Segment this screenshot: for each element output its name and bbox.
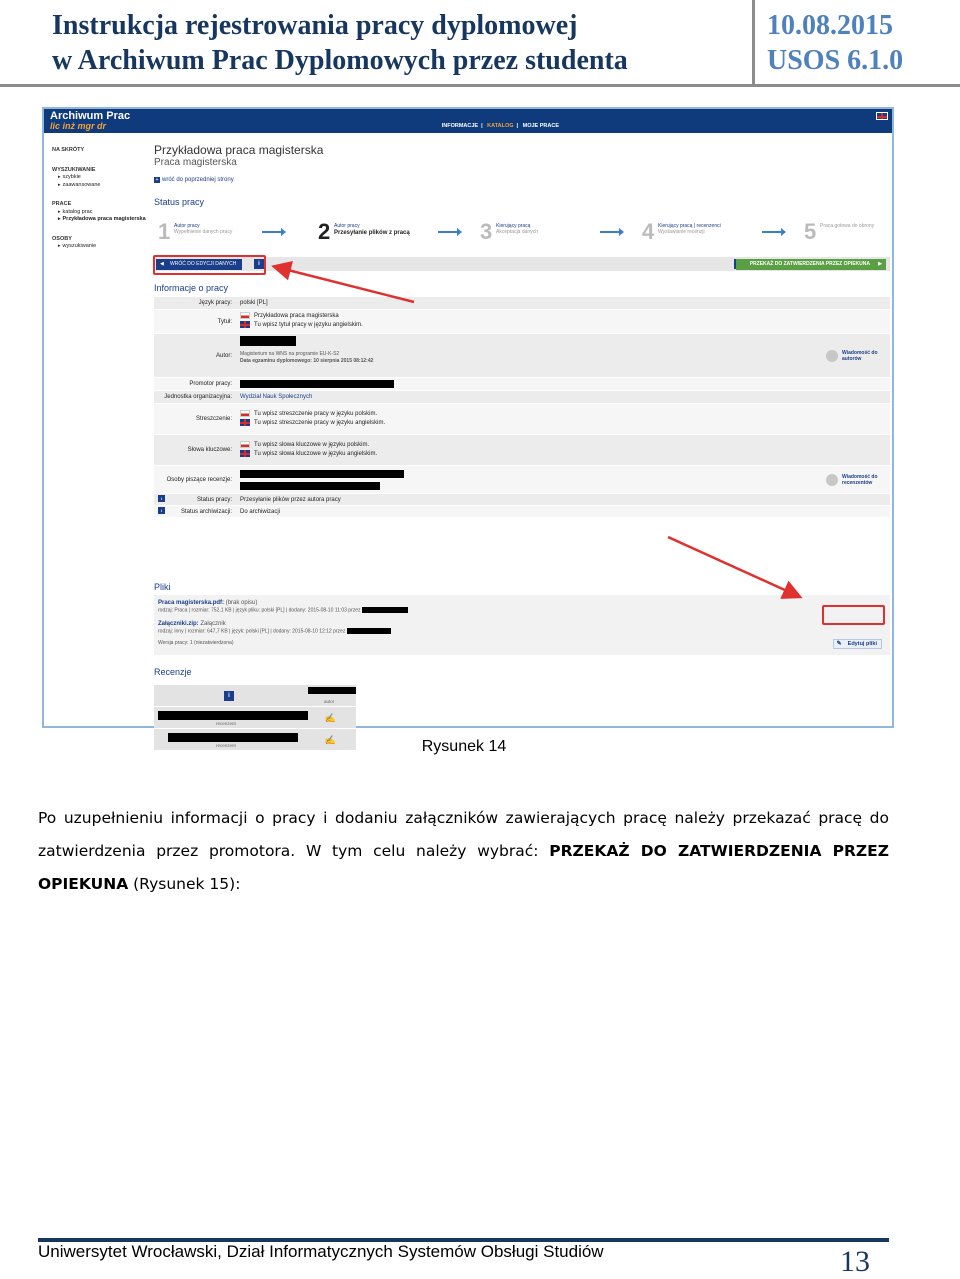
- redacted-text: [240, 470, 404, 478]
- back-link-label: wróć do poprzedniej strony: [162, 177, 234, 183]
- polish-flag-icon: [240, 312, 250, 319]
- status-title: Status pracy: [154, 197, 205, 207]
- step-label: Autor pracy Wypełnienie danych pracy: [174, 223, 233, 235]
- row-label: Streszczenie:: [195, 416, 232, 422]
- row-abstract: [154, 404, 890, 435]
- file-item[interactable]: [158, 620, 886, 628]
- review-row: [154, 707, 356, 729]
- row-value: [236, 466, 890, 493]
- left-navigation: [52, 147, 148, 251]
- redacted-text: [308, 687, 356, 694]
- menu-item-informacje[interactable]: INFORMACJE: [441, 123, 479, 129]
- row-label: Słowa kluczowe:: [187, 447, 232, 453]
- info-icon[interactable]: i: [254, 259, 264, 269]
- english-flag-icon: [240, 450, 250, 457]
- row-label: i Status pracy:: [154, 494, 236, 505]
- review-role: recenzent: [216, 743, 236, 748]
- row-value: Do archiwizacji: [240, 509, 281, 515]
- document-date: 10.08.2015: [767, 10, 893, 41]
- step-label: Kierujący pracą Akceptacja danych: [496, 223, 538, 235]
- paragraph-emphasis: PRZEKAŻ DO ZATWIERDZENIA PRZEZ OPIEKUNA: [38, 842, 889, 893]
- step-number: 5: [804, 219, 817, 244]
- plus-icon: +: [155, 177, 159, 183]
- page-subtitle: Praca magisterska: [154, 157, 237, 168]
- arrow-right-icon: [762, 231, 782, 233]
- app-logo-name: Archiwum Prac: [50, 110, 131, 122]
- paragraph-tail: (Rysunek 15):: [128, 875, 241, 893]
- files-panel: [154, 595, 890, 655]
- nav-search-advanced[interactable]: ▸ zaawansowane: [52, 182, 148, 190]
- file-note: Załącznik: [200, 621, 226, 628]
- header-rule: [0, 84, 960, 87]
- menu-item-katalog[interactable]: KATALOG: [487, 123, 514, 129]
- redacted-text: [347, 628, 391, 634]
- file-name[interactable]: Załączniki.zip:: [158, 621, 199, 628]
- file-note: (brak opisu): [225, 600, 258, 606]
- row-unit: [154, 391, 890, 404]
- back-to-edit-button[interactable]: ◀ WRÓĆ DO EDYCJI DANYCH: [156, 259, 242, 270]
- info-icon[interactable]: i: [158, 495, 165, 502]
- review-icon[interactable]: ✍: [324, 735, 336, 745]
- review-role: recenzent: [216, 721, 236, 726]
- polish-flag-icon: [240, 441, 250, 448]
- review-role: autor: [324, 699, 335, 704]
- file-meta: rodzaj: Praca | rozmiar: 752,1 KB | język pliku: polski [PL] | dodany: 2015-08-10 11:03 przez: [158, 607, 886, 614]
- english-flag-icon: [240, 321, 250, 328]
- menu-item-moje-prace[interactable]: MOJE PRACE: [522, 123, 559, 129]
- forward-to-supervisor-button[interactable]: PRZEKAŻ DO ZATWIERDZENIA PRZEZ OPIEKUNA ▶: [736, 259, 886, 270]
- row-value: Przesyłanie plików przez autora pracy: [240, 497, 341, 503]
- document-title-line1: Instrukcja rejestrowania pracy dyplomowej: [52, 10, 578, 41]
- row-value: Tu wpisz słowa kluczowe w języku polskim. Tu wpisz słowa kluczowe w języku angielskim.: [236, 435, 890, 465]
- nav-people-search[interactable]: ▸ wyszukiwanie: [52, 243, 148, 251]
- back-link[interactable]: [154, 177, 890, 183]
- footer-text: Uniwersytet Wrocławski, Dział Informatycznych Systemów Obsługi Studiów: [38, 1242, 604, 1261]
- nav-search-quick[interactable]: ▸ szybkie: [52, 174, 148, 182]
- redacted-text: [158, 711, 308, 720]
- row-label: Tytuł:: [217, 318, 232, 325]
- review-row: [154, 685, 356, 707]
- row-status: [154, 494, 890, 506]
- info-icon[interactable]: i: [224, 691, 234, 701]
- row-value: polski [PL]: [240, 300, 268, 306]
- file-name[interactable]: Praca magisterska.pdf:: [158, 600, 225, 606]
- row-label: Osoby piszące recenzje:: [166, 476, 232, 483]
- files-title: Pliki: [154, 582, 171, 592]
- row-promoter: [154, 378, 890, 391]
- page-number: 13: [840, 1245, 870, 1278]
- message-reviewers-button[interactable]: Wiadomość do recenzentów: [826, 474, 880, 486]
- highlight-edit-button: [822, 605, 885, 625]
- row-label: Autor:: [215, 352, 232, 359]
- document-header: [0, 0, 960, 90]
- row-label: Język pracy:: [198, 300, 232, 306]
- figure-caption: Rysunek 14: [421, 738, 507, 755]
- highlight-back-button: [153, 255, 266, 275]
- row-reviewers: [154, 466, 890, 494]
- arrow-right-icon: [600, 231, 620, 233]
- instruction-paragraph: [38, 802, 889, 901]
- row-language: [154, 297, 890, 310]
- row-value: Tu wpisz streszczenie pracy w języku polskim. Tu wpisz streszczenie pracy w języku angielskim.: [236, 404, 890, 434]
- redacted-text: [240, 482, 380, 490]
- reviews-title: Recenzje: [154, 667, 192, 677]
- row-value: Przykładowa praca magisterska Tu wpisz tytuł pracy w języku angielskim.: [236, 310, 890, 333]
- step-number: 1: [158, 219, 171, 244]
- step-number: 2: [318, 219, 331, 244]
- redacted-text: [240, 380, 394, 388]
- info-title: Informacje o pracy: [154, 283, 229, 293]
- arrow-right-icon: [438, 231, 458, 233]
- nav-works-catalog[interactable]: ▸ katalog prac: [52, 209, 148, 217]
- row-label: Jednostka organizacyjna:: [164, 394, 232, 400]
- edit-files-button[interactable]: ✎ Edytuj pliki: [833, 639, 882, 649]
- polish-flag-icon: [240, 410, 250, 417]
- nav-shortcuts[interactable]: NA SKRÓTY: [52, 147, 85, 153]
- document-title-line2: w Archiwum Prac Dyplomowych przez studenta: [52, 45, 628, 76]
- paragraph-text: Po uzupełnieniu informacji o pracy i dodaniu załączników zawierających pracę należy przekazać pracę do zatwierdzenia przez promotora. W tym celu należy wybrać:: [38, 809, 889, 860]
- row-title: [154, 310, 890, 334]
- document-version: USOS 6.1.0: [767, 45, 904, 76]
- nav-works[interactable]: PRACE: [52, 201, 72, 207]
- row-label: Promotor pracy:: [189, 381, 232, 387]
- english-flag-icon: [240, 419, 250, 426]
- step-label: Autor pracy Przesyłanie plików z pracą: [334, 223, 410, 236]
- row-keywords: [154, 435, 890, 466]
- nav-search[interactable]: WYSZUKIWANIE: [52, 166, 96, 173]
- app-logo[interactable]: [50, 111, 130, 131]
- arrow-right-icon: [262, 231, 282, 233]
- work-info-table: [154, 297, 890, 518]
- row-value: Wydział Nauk Społecznych: [240, 394, 313, 400]
- page-title: Przykładowa praca magisterska: [154, 143, 324, 157]
- row-author: [154, 334, 890, 378]
- row-value: Magisterium na WNS na programie EU-K-S2 Data egzaminu dyplomowego: 10 sierpnia 2015 08:12:42: [236, 334, 890, 377]
- file-meta: rodzaj: inny | rozmiar: 647,7 KB | język: polski [PL] | dodany: 2015-08-10 12:12 przez: [158, 628, 886, 635]
- row-archive: [154, 506, 890, 518]
- row-value: [236, 378, 890, 390]
- step-number: 4: [642, 219, 655, 244]
- step-number: 3: [480, 219, 493, 244]
- app-top-bar: [44, 109, 892, 133]
- redacted-text: [362, 607, 408, 613]
- document-title: [52, 8, 742, 78]
- row-label: i Status archiwizacji:: [154, 506, 236, 517]
- nav-works-current[interactable]: ▸ Przykładowa praca magisterska: [52, 216, 148, 224]
- app-logo-degrees: lic inż mgr dr: [50, 121, 107, 131]
- app-main-menu: INFORMACJE | KATALOG | MOJE PRACE: [441, 123, 559, 129]
- file-item[interactable]: [158, 599, 886, 607]
- redacted-text: [240, 336, 296, 346]
- message-authors-button[interactable]: Wiadomość do autorów: [826, 350, 880, 362]
- review-icon[interactable]: ✍: [324, 713, 336, 723]
- language-flag-icon[interactable]: [876, 112, 888, 120]
- nav-people[interactable]: OSOBY: [52, 235, 72, 242]
- status-steps: [154, 219, 890, 249]
- work-version: Wersja pracy: 1 (niezatwierdzona): [158, 639, 234, 646]
- step-label: Praca gotowa do obrony: [820, 223, 875, 229]
- info-icon[interactable]: i: [158, 507, 165, 514]
- step-label: Kierujący pracą | recenzenci Wystawianie recenzji: [658, 223, 721, 235]
- document-meta: [752, 0, 960, 84]
